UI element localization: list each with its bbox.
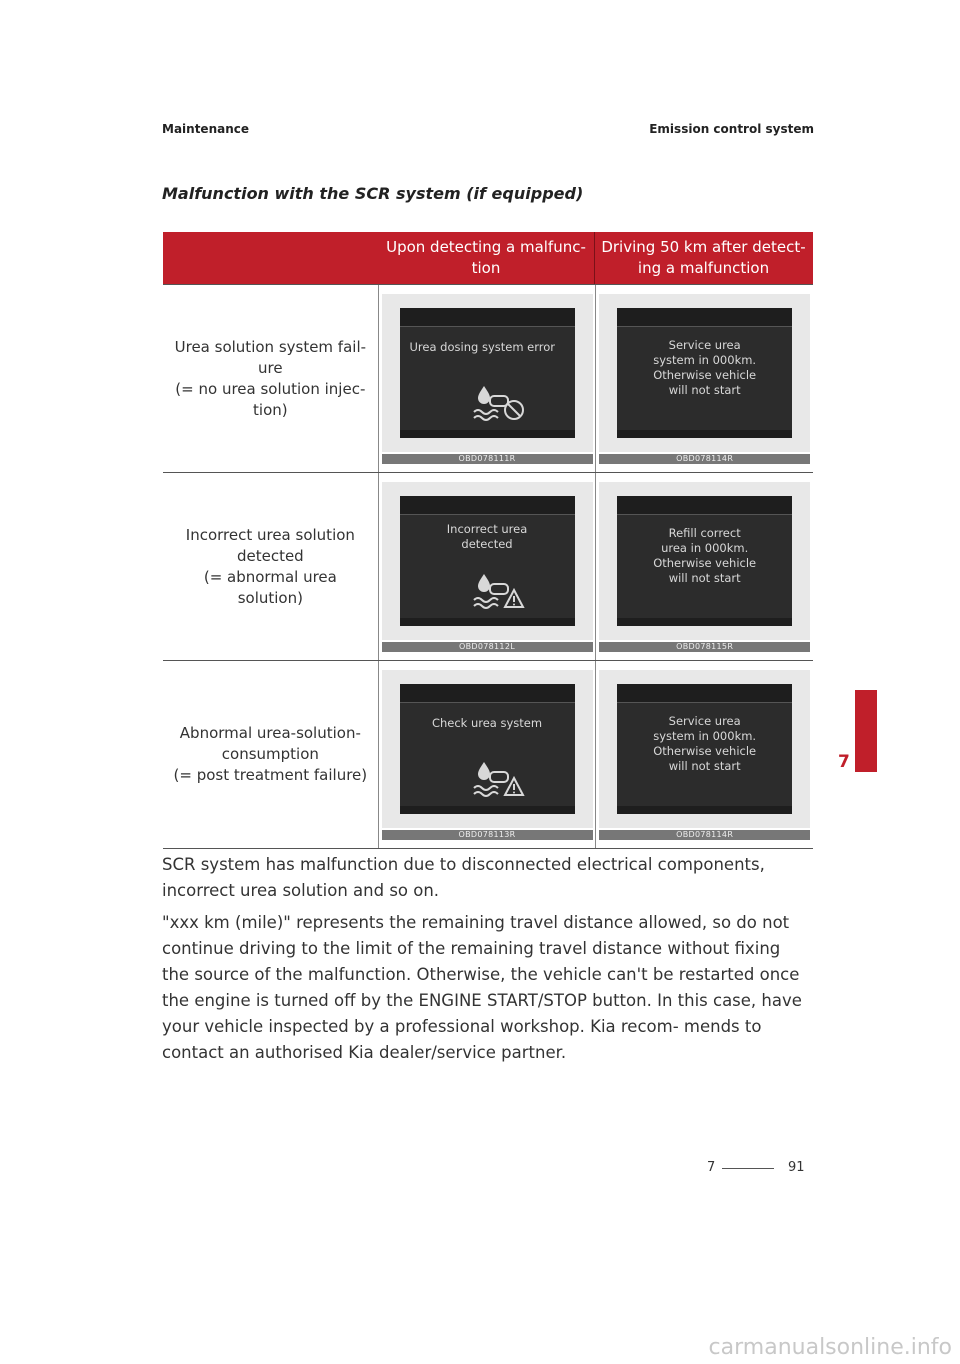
footer-chapter: 7	[707, 1160, 716, 1175]
malfunction-table	[163, 232, 813, 849]
display-bottombar	[400, 430, 575, 438]
display-message: Refill correct urea in 000km. Otherwise vehicle will not start	[653, 525, 757, 585]
image-code: OBD078115R	[599, 642, 810, 652]
display-cell-detect	[378, 285, 596, 472]
urea-warning-icon	[470, 570, 526, 610]
display-message: Urea dosing system error	[409, 339, 556, 354]
cluster-display	[599, 294, 810, 452]
display-message: Service urea system in 000km. Otherwise vehicle will not start	[653, 337, 757, 397]
header-section: Maintenance	[162, 122, 250, 136]
cluster-display	[382, 670, 593, 828]
cluster-display	[382, 294, 593, 452]
display-topbar	[617, 684, 792, 703]
display-screen	[400, 496, 575, 626]
cluster-display	[382, 482, 593, 640]
chapter-tab-number: 7	[838, 752, 850, 772]
watermark: carmanualsonline.info	[708, 1335, 952, 1360]
urea-warning-icon	[470, 758, 526, 798]
footer-divider	[722, 1168, 774, 1169]
header-chapter: Emission control system	[649, 122, 814, 136]
cluster-display	[599, 482, 810, 640]
display-cell-driving	[595, 285, 813, 472]
footer-page-number: 91	[788, 1160, 805, 1175]
image-code: OBD078112L	[382, 642, 593, 652]
display-message: Service urea system in 000km. Otherwise vehicle will not start	[653, 713, 757, 773]
display-cell-detect	[378, 473, 596, 660]
display-bottombar	[617, 806, 792, 814]
display-screen	[400, 308, 575, 438]
display-bottombar	[617, 618, 792, 626]
display-screen	[617, 308, 792, 438]
row-label: Abnormal urea-solution- consumption (= post treatment failure)	[173, 724, 368, 784]
image-code: OBD078111R	[382, 454, 593, 464]
display-bottombar	[617, 430, 792, 438]
display-screen	[617, 496, 792, 626]
table-header-detect: Upon detecting a malfunc- tion	[378, 232, 595, 284]
table-row	[163, 285, 813, 473]
display-topbar	[400, 308, 575, 327]
paragraph-remaining-distance: "xxx km (mile)" represents the remaining travel distance allowed, so do not continue driving to the limit of the remaining travel distance without fixing the source of the malfunction. Otherwise, the vehicle can't be restarted once the engine is turned off by the ENGINE START/STOP button. In this case, have your vehicle inspected by a professional workshop. Kia recom- mends to contact an authorised Kia dealer/service partner.	[162, 913, 802, 1062]
display-message: Check urea system	[431, 715, 543, 730]
display-topbar	[617, 496, 792, 515]
table-row	[163, 473, 813, 661]
urea-prohibited-icon	[470, 382, 526, 422]
row-label: Incorrect urea solution detected (= abnormal urea solution)	[185, 525, 355, 607]
chapter-tab	[855, 690, 877, 772]
image-code: OBD078114R	[599, 454, 810, 464]
table-header-empty	[163, 232, 378, 284]
display-topbar	[617, 308, 792, 327]
image-code: OBD078113R	[382, 830, 593, 840]
display-bottombar	[400, 618, 575, 626]
display-topbar	[400, 684, 575, 703]
image-code: OBD078114R	[599, 830, 810, 840]
table-header	[163, 232, 813, 285]
cluster-display	[599, 670, 810, 828]
display-message: Incorrect urea detected	[446, 521, 528, 551]
display-cell-driving	[595, 473, 813, 660]
display-screen	[617, 684, 792, 814]
display-topbar	[400, 496, 575, 515]
table-header-driving: Driving 50 km after detect- ing a malfunction	[601, 238, 806, 277]
display-screen	[400, 684, 575, 814]
paragraph-scr-malfunction: SCR system has malfunction due to disconnected electrical components, incorrect urea solution and so on.	[162, 855, 765, 900]
display-cell-detect	[378, 661, 596, 848]
table-row	[163, 661, 813, 849]
section-title: Malfunction with the SCR system (if equipped)	[162, 184, 584, 203]
row-label: Urea solution system fail- ure (= no urea solution injec- tion)	[174, 337, 367, 419]
display-bottombar	[400, 806, 575, 814]
display-cell-driving	[595, 661, 813, 848]
